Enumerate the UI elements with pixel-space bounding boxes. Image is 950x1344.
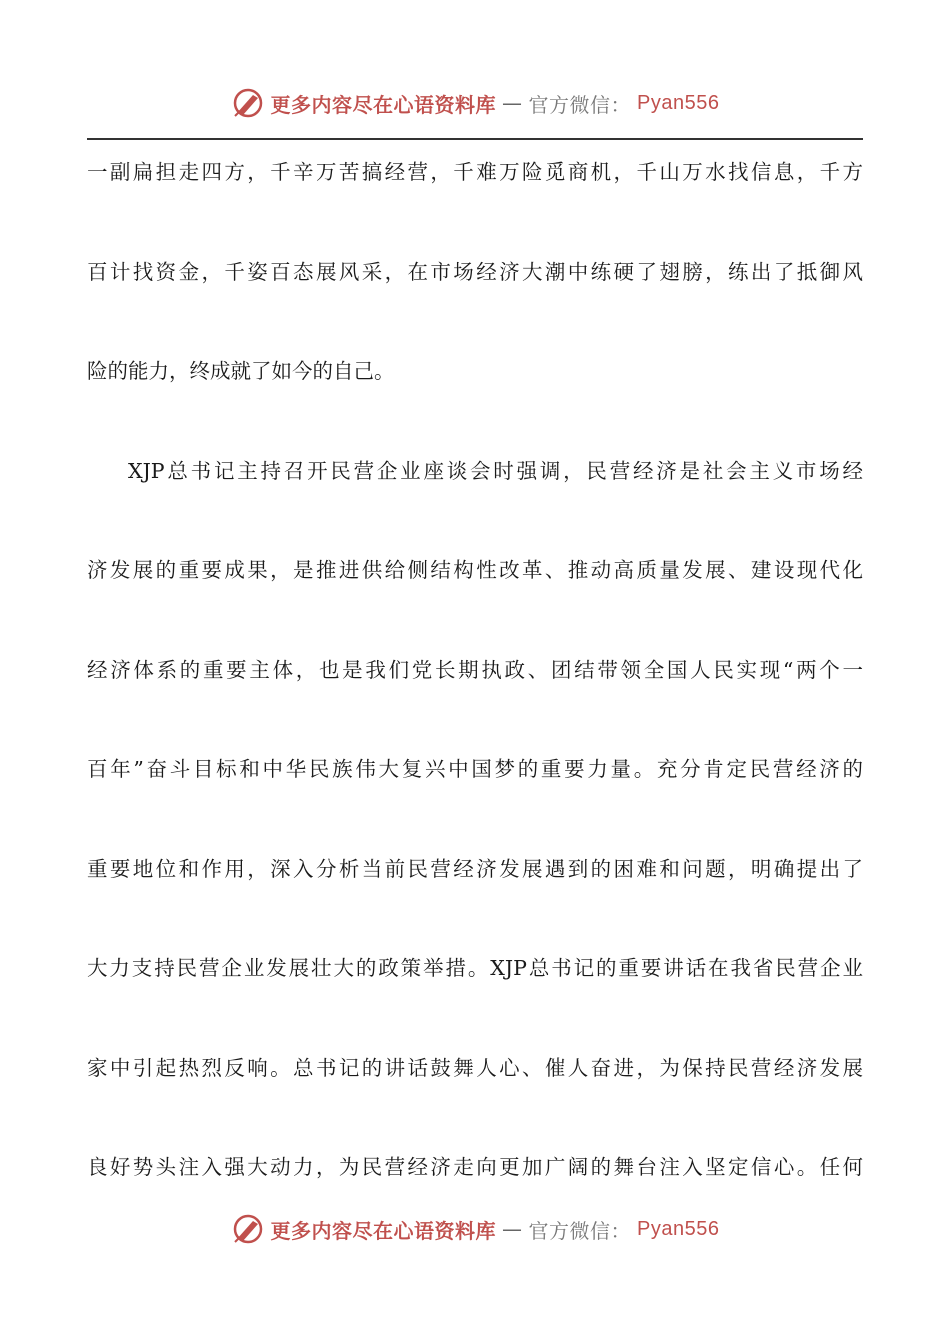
paragraph-2-line-3: 经济体系的重要主体，也是我们党长期执政、团结带领全国人民实现“两个一 [87,657,863,682]
watermark-wechat-label: 官方微信： [528,92,632,117]
paragraph-2-line-6: 大力支持民营企业发展壮大的政策举措。XJP总书记的重要讲话在我省民营企业 [87,956,863,980]
paragraph-2-line-1: XJP总书记主持召开民营企业座谈会时强调，民营经济是社会主义市场经 [128,458,863,483]
watermark-separator: — [502,1217,523,1241]
pen-nib-logo-icon [231,86,265,120]
watermark-title: 更多内容尽在心语资料库 [270,92,497,117]
header-rule [87,138,863,140]
paragraph-1-line-2: 百计找资金，千姿百态展风采，在市场经济大潮中练硬了翅膀，练出了抵御风 [87,259,863,284]
paragraph-2-line-4: 百年”奋斗目标和中华民族伟大复兴中国梦的重要力量。充分肯定民营经济的 [87,757,863,781]
header-watermark [0,86,950,120]
pen-nib-logo-icon [231,1212,265,1246]
watermark-separator: — [502,91,523,115]
watermark-title: 更多内容尽在心语资料库 [270,1218,497,1243]
paragraph-2-line-7: 家中引起热烈反响。总书记的讲话鼓舞人心、催人奋进，为保持民营经济发展 [87,1055,863,1080]
watermark-wechat-id: Pyan556 [637,1217,720,1240]
paragraph-1-line-3: 险的能力，终成就了如今的自己。 [87,359,395,383]
paragraph-2-line-2: 济发展的重要成果，是推进供给侧结构性改革、推动高质量发展、建设现代化 [87,558,863,582]
watermark-wechat-label: 官方微信： [528,1218,632,1243]
paragraph-2-line-8: 良好势头注入强大动力，为民营经济走向更加广阔的舞台注入坚定信心。任何 [87,1155,863,1179]
watermark-wechat-id: Pyan556 [637,91,720,114]
document-body [87,146,863,1241]
paragraph-1-line-1: 一副扁担走四方，千辛万苦搞经营，千难万险觅商机，千山万水找信息，千方 [87,160,863,184]
paragraph-2-line-5: 重要地位和作用，深入分析当前民营经济发展遇到的困难和问题，明确提出了 [87,856,863,881]
footer-watermark [0,1212,950,1246]
